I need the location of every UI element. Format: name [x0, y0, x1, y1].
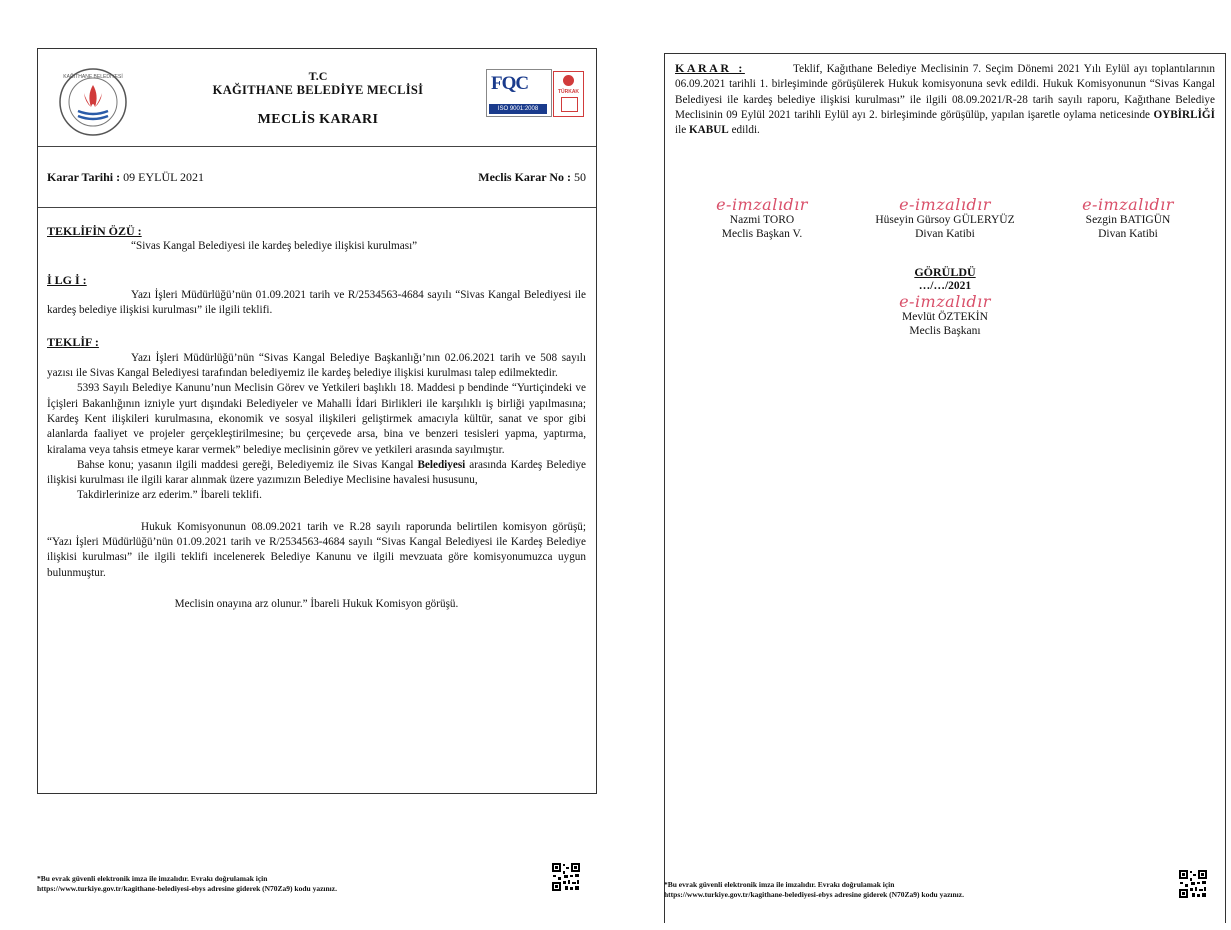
commission-opinion-closing: Meclisin onayına arz olunur.” İbareli Hukuk Komisyon görüşü. — [174, 597, 459, 610]
proposal-paragraph-3-bold: Belediyesi — [417, 458, 466, 471]
qr-code-icon — [551, 862, 581, 892]
document-header — [38, 49, 596, 147]
signer-title: Meclis Başkan V. — [721, 227, 803, 240]
turkak-label: TÜRKAK — [557, 89, 580, 95]
turkak-emblem-icon — [563, 75, 574, 86]
proposal-heading: TEKLİF : — [47, 335, 99, 350]
decision-number-label: Meclis Karar No : — [478, 170, 571, 184]
e-signature-notice-1 — [37, 874, 337, 894]
decision-text-main: Teklif, Kağıthane Belediye Meclisinin 7. Seçim Dönemi 2021 Yılı Eylül ayı toplantılarının 06.09.2021 tarihli 1. birleşiminde görüşülerek Hukuk komisyonuna sevk edildi. Hukuk Komisyonunun “Sivas Kangal Belediyesi ile kardeş belediye ilişkisi kurulması” ile ilgili 08.09.2021/R-28 tarih sayılı raporu, Kağıthane Belediye Meclisinin 09 Eylül 2021 tarihli Eylül ayı 2. birleşiminde görüşülüp, yapılan işaretle oylama neticesinde — [675, 63, 1215, 121]
document-title: MECLİS KARARI — [257, 112, 379, 127]
decision-number-value: 50 — [571, 170, 586, 184]
header-titles — [158, 70, 478, 128]
seen-heading: GÖRÜLDÜ — [914, 265, 976, 279]
header-divider — [38, 146, 596, 147]
turkak-certificate-logo — [553, 71, 584, 117]
commission-opinion: Hukuk Komisyonunun 08.09.2021 tarih ve R.28 sayılı raporunda belirtilen komisyon görüşü; “Yazı İşleri Müdürlüğü’nün 01.09.2021 tarih ve R/2534563-4684 sayılı “Sivas Kangal Belediyesi ile Kardeş Belediye ilişkisi kurulması” ile ilgili teklifi incelenerek Belediye Kanunu ve ilgili mevzuata göre komisyonumuzca uygun bulunmuştur. — [47, 520, 586, 579]
signer-name: Hüseyin Gürsoy GÜLERYÜZ — [875, 214, 1015, 226]
proposal-paragraph-1: Yazı İşleri Müdürlüğü’nün “Sivas Kangal Belediye Başkanlığı’nın 02.06.2021 tarih ve 508 sayılı yazısı ile Sivas Kangal Belediyesi tarafından belediyemiz ile kardeş belediye ilişkisi kurulması talep edilmektedir. — [47, 351, 586, 380]
e-signature-mark: e-imzalıdır — [1082, 195, 1174, 214]
iso-label: ISO 9001:2008 — [489, 104, 547, 114]
decision-text-end: edildi. — [728, 124, 760, 137]
chairman-title: Meclis Başkanı — [909, 324, 981, 337]
signer-title: Divan Katibi — [915, 227, 975, 240]
signature-block-2 — [855, 196, 1035, 241]
signer-name: Nazmi TORO — [729, 214, 795, 226]
proposal-summary-heading: TEKLİFİN ÖZÜ : — [47, 224, 142, 238]
decision-meta-line — [47, 170, 586, 185]
approval-block — [855, 266, 1035, 338]
header-tc: T.C — [308, 69, 328, 83]
e-signature-mark: e-imzalıdır — [899, 292, 991, 311]
proposal-paragraph-3 — [47, 458, 586, 489]
decision-page-1 — [37, 48, 597, 794]
header-council-name: KAĞITHANE BELEDİYE MECLİSİ — [212, 83, 424, 97]
svg-text:KAĞITHANE BELEDİYESİ: KAĞITHANE BELEDİYESİ — [63, 74, 123, 80]
e-signature-notice-line-1: *Bu evrak güvenli elektronik imza ile imzalıdır. Evrakı doğrulamak için — [664, 880, 895, 889]
decision-accepted: KABUL — [688, 124, 729, 137]
signer-name: Sezgin BATIGÜN — [1085, 214, 1171, 226]
signature-block-1 — [672, 196, 852, 241]
meta-divider — [38, 207, 596, 208]
verification-url-line: https://www.turkiye.gov.tr/kagithane-belediyesi-ebys adresine giderek (N70Za9) kodu yazınız. — [664, 890, 964, 899]
e-signature-mark: e-imzalıdır — [716, 195, 808, 214]
seen-date: …/…/2021 — [918, 279, 972, 292]
decision-page-2 — [664, 53, 1226, 923]
proposal-summary-text: “Sivas Kangal Belediyesi ile kardeş belediye ilişkisi kurulması” — [131, 240, 418, 253]
signer-title: Divan Katibi — [1098, 227, 1158, 240]
decision-section — [675, 61, 1215, 138]
turkak-check-icon — [561, 97, 578, 112]
decision-unanimous: OYBİRLİĞİ — [1153, 108, 1215, 121]
decision-date-label: Karar Tarihi : — [47, 170, 121, 184]
fqc-logo-text: FQC — [491, 73, 529, 94]
reference-heading: İ LG İ : — [47, 272, 87, 287]
proposal-paragraph-3-b: arasında Kardeş Belediye ilişkisi kurulması ile ilgili karar alınmak üzere yazımızın Belediye Meclisine havalesi hususunu, — [47, 458, 587, 487]
e-signature-notice-line-1: *Bu evrak güvenli elektronik imza ile imzalıdır. Evrakı doğrulamak için — [37, 874, 268, 883]
e-signature-notice-2 — [664, 880, 964, 900]
chairman-name: Mevlüt ÖZTEKİN — [902, 311, 988, 323]
decision-heading: KARAR : — [675, 61, 745, 75]
e-signature-mark: e-imzalıdır — [899, 195, 991, 214]
kagithane-municipality-seal-icon — [58, 67, 128, 137]
decision-body — [47, 224, 586, 612]
verification-url-line: https://www.turkiye.gov.tr/kagithane-belediyesi-ebys adresine giderek (N70Za9) kodu yazınız. — [37, 884, 337, 893]
fqc-certificate-logo — [486, 69, 552, 117]
proposal-paragraph-2: 5393 Sayılı Belediye Kanunu’nun Meclisin Görev ve Yetkileri başlıklı 18. Maddesi p bendinde “Yurtiçindeki ve İçişleri Bakanlığının izniyle yurt dışındaki Belediyeler ve Mahalli İdari Birlikleri ile karşılıklı iş birliği yapılmasına; Kardeş Kent ilişkileri kurulmasına, ekonomik ve sosyal ilişkileri geliştirmek amacıyla kültür, sanat ve spor gibi alanlarda faaliyet ve projeler gerçekleştirilmesine; bu çerçevede arsa, bina ve benzeri tesisleri yapma, yaptırma, kiralama veya tahsis etmeye karar vermek” belediye meclisinin görev ve yetkileri arasında sayılmıştır. — [47, 382, 586, 456]
decision-text-mid: ile — [675, 124, 689, 137]
reference-text: Yazı İşleri Müdürlüğü’nün 01.09.2021 tarih ve R/2534563-4684 sayılı “Sivas Kangal Belediyesi ile kardeş belediye ilişkisi kurulması” ile ilgili teklifi. — [47, 288, 586, 317]
qr-code-icon — [1178, 869, 1208, 899]
decision-date-value: 09 EYLÜL 2021 — [120, 170, 205, 184]
proposal-paragraph-3-a: Bahse konu; yasanın ilgili maddesi gereği, Belediyemiz ile Sivas Kangal — [77, 458, 418, 471]
signature-block-3 — [1038, 196, 1218, 241]
proposal-paragraph-4: Takdirlerinize arz ederim.” İbareli teklifi. — [77, 489, 262, 502]
